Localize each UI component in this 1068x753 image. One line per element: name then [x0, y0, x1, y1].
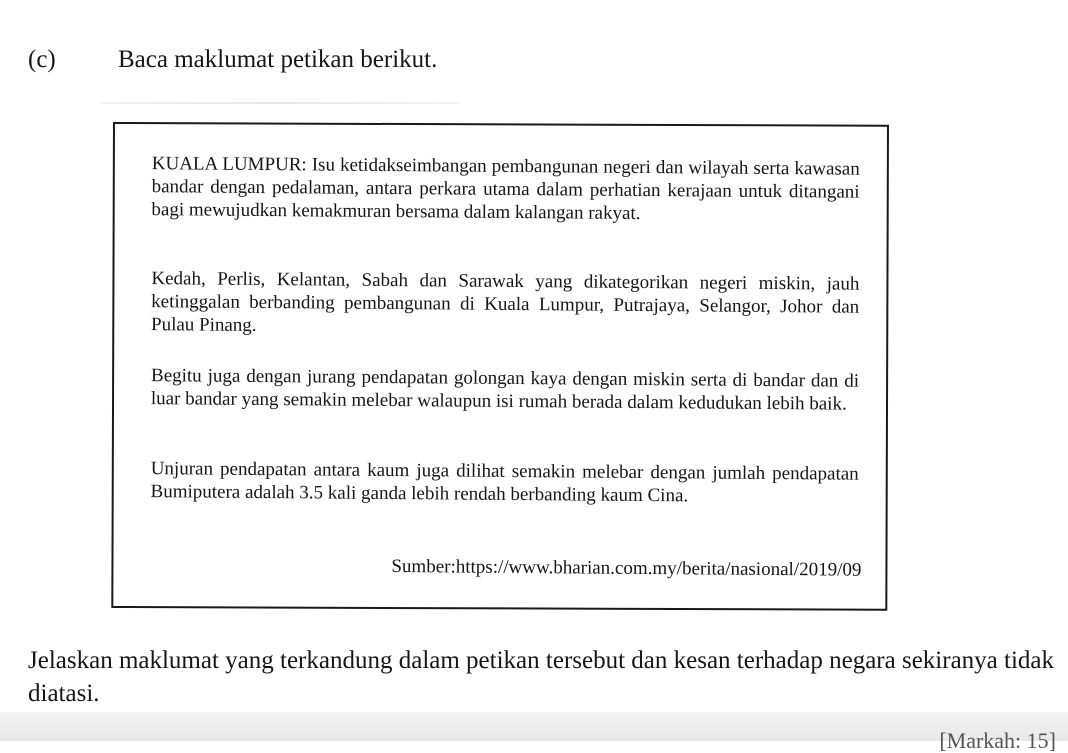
passage-box: [111, 122, 889, 611]
question-label: (c): [28, 46, 56, 73]
faint-scan-line: [100, 102, 460, 104]
passage-paragraph-2: Kedah, Perlis, Kelantan, Sabah dan Sarawak yang dikategorikan negeri miskin, jauh ketinggalan berbanding pembangunan di Kuala Lumpur, Putrajaya, Selangor, Johor dan Pulau Pinang.: [150, 268, 860, 336]
passage-paragraph-4: Unjuran pendapatan antara kaum juga dilihat semakin melebar dengan jumlah pendapatan Bumiputera adalah 3.5 kali ganda lebih rendah berbanding kaum Cina.: [150, 458, 859, 507]
bottom-page-strip: [0, 712, 1068, 753]
task-instruction: Jelaskan maklumat yang terkandung dalam petikan tersebut dan kesan terhadap negara sekiranya tidak diatasi.: [28, 647, 1055, 707]
passage-source: Sumber:https://www.bharian.com.my/berita/nasional/2019/09: [391, 555, 862, 581]
passage-paragraph-1: KUALA LUMPUR: Isu ketidakseimbangan pembangunan negeri dan wilayah serta kawasan bandar dengan pedalaman, antara perkara utama dalam perhatian kerajaan untuk ditangani bagi mewujudkan kemakmuran bersama dalam kalangan rakyat.: [151, 153, 860, 224]
question-instruction: Baca maklumat petikan berikut.: [118, 46, 438, 73]
cut-off-marks-text: [Markah: 15]: [939, 728, 1056, 753]
passage-paragraph-3: Begitu juga dengan jurang pendapatan golongan kaya dengan miskin serta di bandar dan di luar bandar yang semakin melebar walaupun isi rumah berada dalam kedudukan lebih baik.: [150, 365, 860, 415]
